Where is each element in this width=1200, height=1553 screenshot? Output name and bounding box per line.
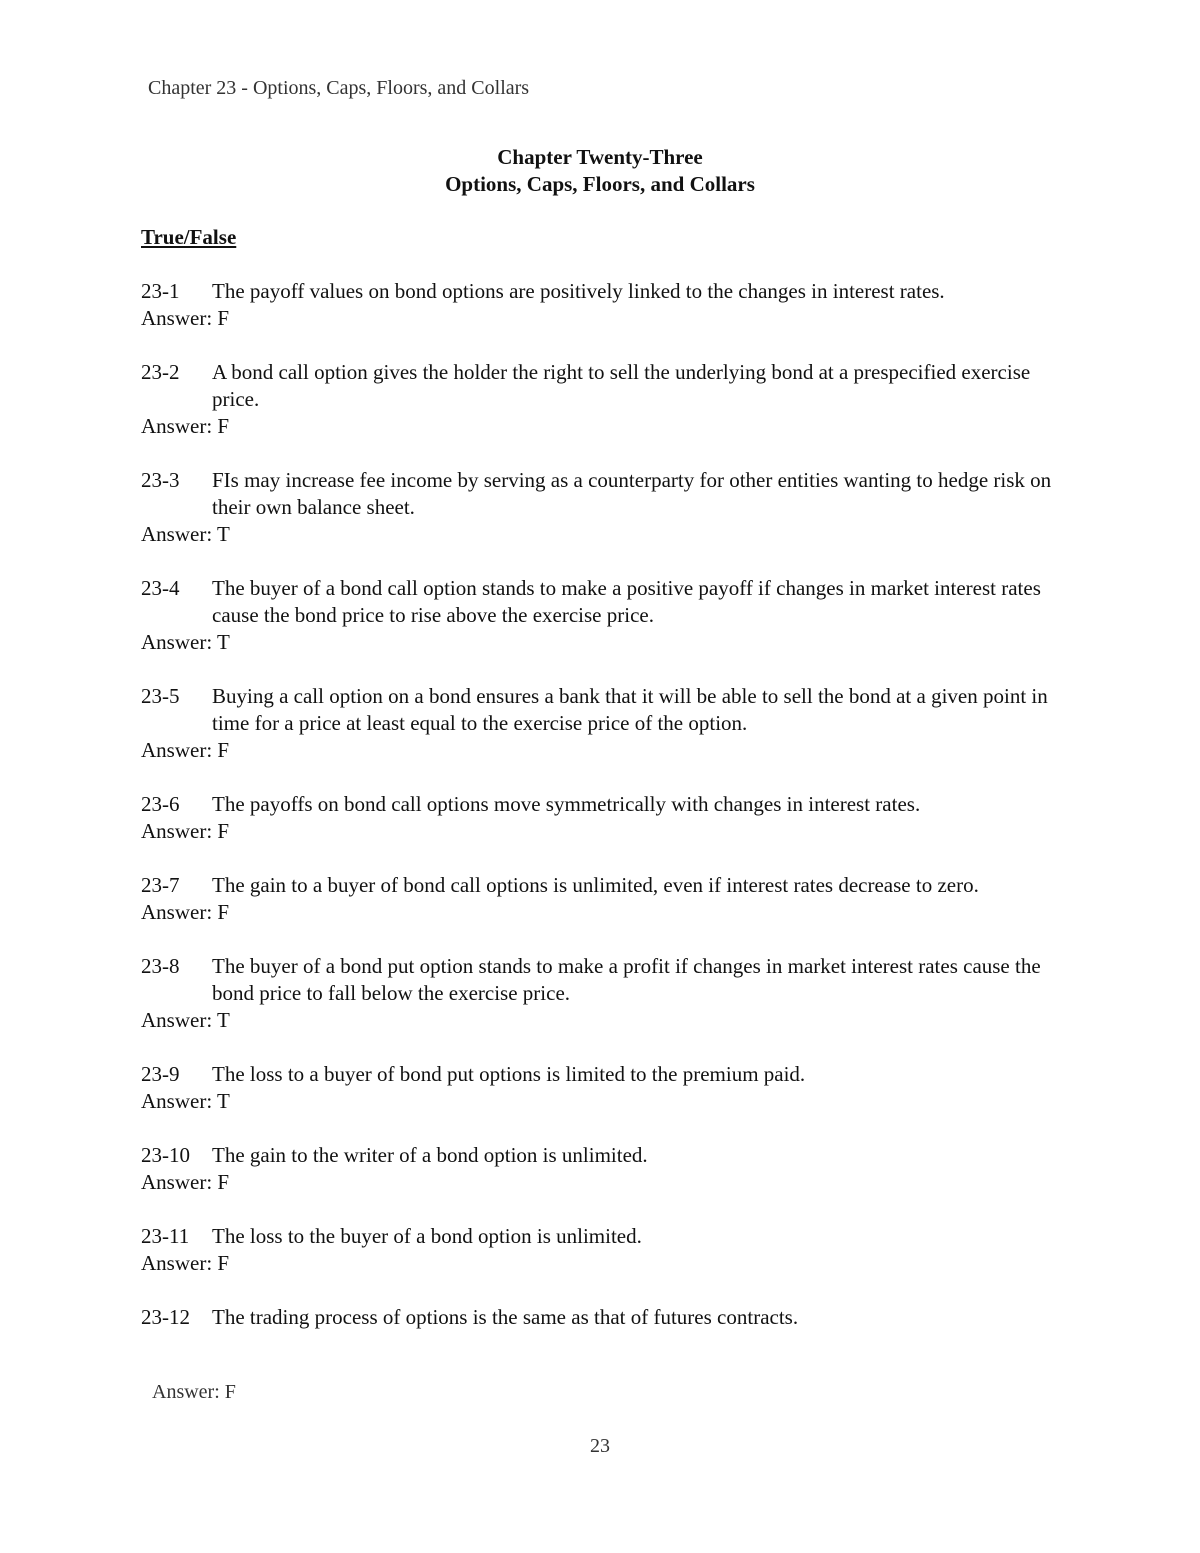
question-number: 23-2	[141, 360, 180, 384]
cut-off-answer-line: Answer: F	[152, 1381, 236, 1403]
question-item	[141, 359, 1061, 440]
question-item	[141, 791, 1061, 845]
question-item	[141, 278, 1061, 332]
question-number: 23-9	[141, 1062, 180, 1086]
question-number: 23-4	[141, 576, 180, 600]
question-item	[141, 872, 1061, 926]
question-item	[141, 1304, 1061, 1331]
question-text: The loss to the buyer of a bond option is unlimited.	[212, 1224, 642, 1248]
question-number: 23-5	[141, 684, 180, 708]
question-item	[141, 1061, 1061, 1115]
chapter-title: Chapter Twenty-Three	[497, 145, 703, 169]
question-number: 23-11	[141, 1224, 190, 1248]
question-answer: Answer: F	[141, 306, 230, 330]
question-text: Buying a call option on a bond ensures a bank that it will be able to sell the bond at a given point in time for a price at least equal to the exercise price of the option.	[212, 684, 1048, 735]
question-item	[141, 575, 1061, 656]
question-text: A bond call option gives the holder the right to sell the underlying bond at a prespecified exercise price.	[212, 360, 1031, 411]
question-text: The payoffs on bond call options move symmetrically with changes in interest rates.	[212, 792, 921, 816]
question-answer: Answer: F	[141, 819, 230, 843]
question-number: 23-12	[141, 1305, 190, 1329]
question-list	[141, 278, 1061, 1358]
question-number: 23-10	[141, 1143, 190, 1167]
question-number: 23-6	[141, 792, 180, 816]
question-answer: Answer: F	[141, 1170, 230, 1194]
question-number: 23-8	[141, 954, 180, 978]
question-text: The loss to a buyer of bond put options is limited to the premium paid.	[212, 1062, 806, 1086]
chapter-subtitle: Options, Caps, Floors, and Collars	[445, 172, 755, 196]
question-number: 23-3	[141, 468, 180, 492]
question-text: The buyer of a bond call option stands to make a positive payoff if changes in market interest rates cause the bond price to rise above the exercise price.	[212, 576, 1041, 627]
question-item	[141, 953, 1061, 1034]
running-header: Chapter 23 - Options, Caps, Floors, and Collars	[148, 77, 530, 99]
question-item	[141, 467, 1061, 548]
question-text: The gain to a buyer of bond call options is unlimited, even if interest rates decrease to zero.	[212, 873, 979, 897]
question-item	[141, 1142, 1061, 1196]
question-answer: Answer: F	[141, 900, 230, 924]
chapter-title-block	[0, 144, 1200, 198]
question-item	[141, 683, 1061, 764]
question-answer: Answer: T	[141, 1008, 230, 1032]
question-item	[141, 1223, 1061, 1277]
question-answer: Answer: T	[141, 1089, 230, 1113]
question-number: 23-1	[141, 279, 180, 303]
question-answer: Answer: F	[141, 738, 230, 762]
question-answer: Answer: T	[141, 630, 230, 654]
question-text: The trading process of options is the same as that of futures contracts.	[212, 1305, 799, 1329]
question-answer: Answer: T	[141, 522, 230, 546]
question-number: 23-7	[141, 873, 180, 897]
question-text: The buyer of a bond put option stands to make a profit if changes in market interest rates cause the bond price to fall below the exercise price.	[212, 954, 1041, 1005]
page-number: 23	[590, 1435, 610, 1457]
section-heading-true-false: True/False	[141, 225, 237, 249]
question-answer: Answer: F	[141, 1251, 230, 1275]
question-answer: Answer: F	[141, 414, 230, 438]
question-text: The gain to the writer of a bond option is unlimited.	[212, 1143, 648, 1167]
question-text: The payoff values on bond options are positively linked to the changes in interest rates.	[212, 279, 945, 303]
question-text: FIs may increase fee income by serving as a counterparty for other entities wanting to hedge risk on their own balance sheet.	[212, 468, 1052, 519]
